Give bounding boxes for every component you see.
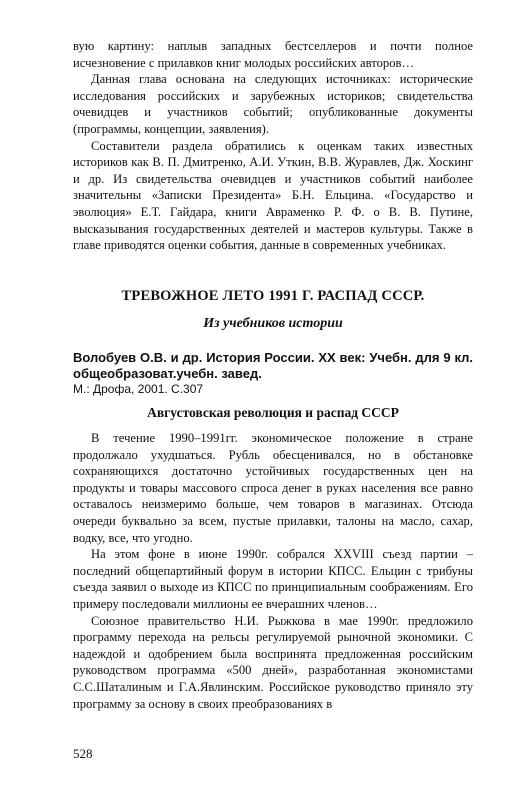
article-paragraph-3: Союзное правительство Н.И. Рыжкова в мае 1990г. предложило программу перехода на рельсы регулируемой рыночной экономики. С надеждой и одобрением была воспринята предложенная российским руководством программа «500 дней», разработанная экономистами С.С.Шаталиным и Г.А.Явлинским. Российское руководство приняло эту программу за основу в своих преобразованиях в	[73, 613, 473, 711]
intro-paragraph-3: Составители раздела обратились к оценкам таких известных историков как В. П. Дмитренко, А.И. Уткин, В.В. Журавлев, Дж. Хоскинг и др. Из свидетельства очевидцев и участников событий наиболее значительны «Записки Президента» Б.Н. Ельцина. «Государство и эволюция» Е.Т. Гайдара, книги Авраменко Р. Ф. о В. В. Путине, высказывания государственных деятелей и мастеров культуры. Также в главе приводятся оценки события, данные в современных учебниках.	[73, 138, 473, 253]
source-publication: М.: Дрофа, 2001. С.307	[73, 382, 204, 396]
section-title: ТРЕВОЖНОЕ ЛЕТО 1991 Г. РАСПАД СССР.	[121, 288, 425, 304]
intro-text	[73, 38, 473, 254]
section-subtitle: Из учебников истории	[203, 316, 343, 331]
source-citation	[73, 350, 473, 396]
page-number: 528	[73, 746, 93, 761]
source-title: Волобуев О.В. и др. История России. XX век: Учебн. для 9 кл. общеобразоват.учебн. завед.	[73, 350, 473, 381]
article-paragraph-1: В течение 1990–1991гг. экономическое положение в стране продолжало ухудшаться. Рубль обесценивался, но в обстановке сохраняющихся достаточно устойчивых государственных цен на продукты и товары массового спроса денег в руках населения все равно оставалось неизмеримо больше, чем товаров в магазинах. Отсюда очереди буквально за всем, пустые прилавки, талоны на масло, сахар, водку, все, что угодно.	[73, 431, 473, 545]
article-title: Августовская революция и распад СССР	[147, 405, 399, 420]
intro-paragraph-1: вую картину: наплыв западных бестселлеров и почти полное исчезновение с прилавков книг молодых российских авторов…	[73, 39, 473, 70]
article-text	[73, 430, 473, 712]
article-paragraph-2: На этом фоне в июне 1990г. собрался XXVIII съезд партии – последний общепартийный форум в истории КПСС. Ельцин с трибуны съезда заявил о выходе из КПСС по принципиальным соображениям. Его примеру последовали миллионы ее вчерашних членов…	[73, 547, 473, 611]
intro-paragraph-2: Данная глава основана на следующих источниках: исторические исследования российских и зарубежных историков; свидетельства очевидцев и участников событий; опубликованные документы (программы, концепции, заявления).	[73, 72, 473, 136]
